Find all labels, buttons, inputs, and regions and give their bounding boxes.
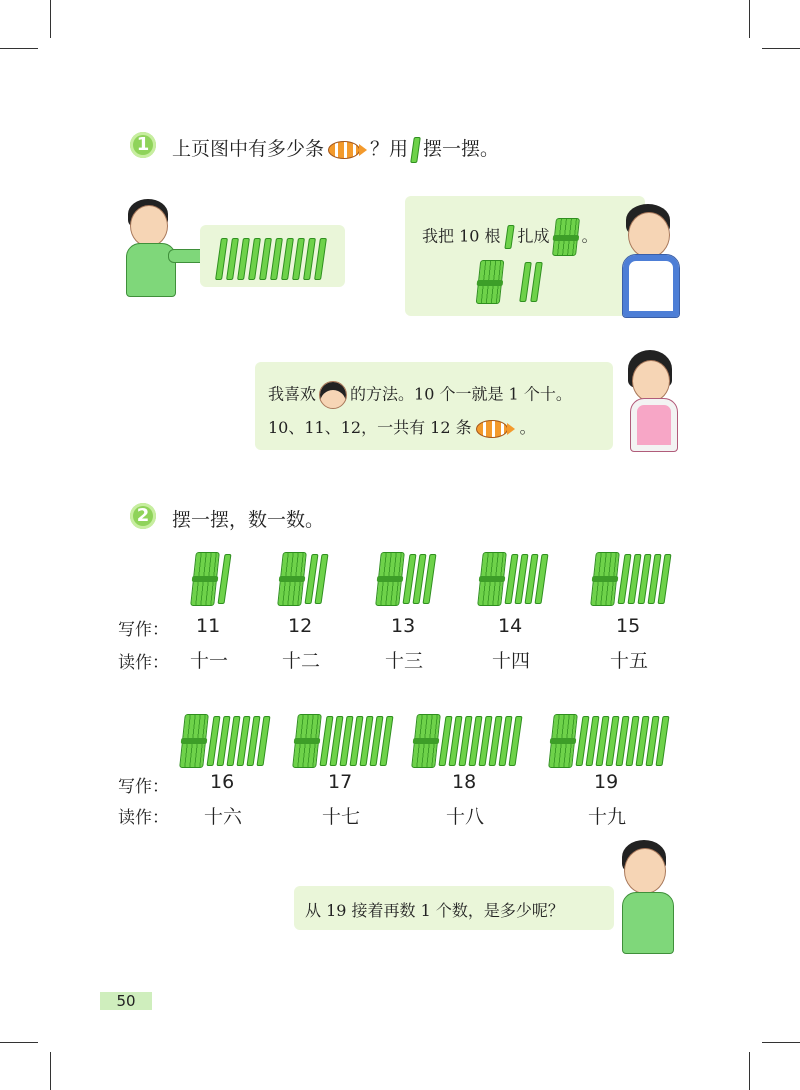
row1-read-label: 读作： [118, 653, 169, 673]
write-number: 19 [594, 771, 619, 793]
stick-icon [410, 137, 421, 163]
crop-mark [749, 0, 750, 38]
stick-bundle [190, 552, 220, 606]
write-number: 15 [616, 615, 641, 637]
read-number: 十八 [446, 806, 485, 828]
row2-write-label: 写作： [118, 777, 169, 797]
bottom-question: 从 19 接着再数 1 个数，是多少呢？ [305, 901, 564, 920]
ten-sticks-group [218, 236, 338, 280]
stick-bundle [548, 714, 578, 768]
stick-bundle [411, 714, 441, 768]
crop-mark [0, 48, 38, 49]
stick-bundle [590, 552, 620, 606]
girl-illustration [622, 350, 682, 450]
crop-mark [0, 1042, 38, 1043]
stick-bundle [292, 714, 322, 768]
row2-read-label: 读作： [118, 808, 169, 828]
boy-illustration [120, 195, 210, 305]
crop-mark [762, 48, 800, 49]
bundle-text-1: 我把 10 根 [422, 226, 501, 246]
bundle-text-2: 扎成 [517, 226, 550, 246]
question-text-1: 上页图中有多少条 [172, 138, 325, 160]
stick-bundle [277, 552, 307, 606]
crop-mark [50, 1052, 51, 1090]
section-1-badge: 1 [130, 132, 156, 158]
read-number: 十四 [492, 650, 531, 672]
bundle-statement [422, 218, 598, 256]
bundle-icon [552, 218, 580, 256]
section-2-badge: 2 [130, 503, 156, 529]
read-number: 十七 [322, 806, 361, 828]
fish-icon [476, 420, 508, 438]
write-number: 17 [328, 771, 353, 793]
single-stick [314, 238, 327, 280]
stick-bundle [476, 260, 505, 304]
girl-text-3: 10、11、12，一共有 12 条 [268, 418, 472, 437]
stick-icon [504, 225, 514, 249]
page-number: 50 [100, 992, 152, 1010]
stick-bundle [375, 552, 405, 606]
girl-line-2 [268, 415, 536, 438]
read-number: 十一 [190, 650, 229, 672]
stick-bundle [179, 714, 209, 768]
row1-write-label: 写作： [118, 620, 169, 640]
section-1-question [172, 134, 499, 163]
write-number: 13 [391, 615, 416, 637]
row2-sticks [0, 710, 800, 770]
bundle-text-3: 。 [581, 226, 598, 246]
stick-bundle [477, 552, 507, 606]
boy-illustration-2 [612, 202, 687, 322]
girl-text-2: 的方法。10 个一就是 1 个十。 [350, 384, 572, 404]
row1-sticks [0, 548, 800, 608]
read-number: 十六 [204, 806, 243, 828]
read-number: 十三 [385, 650, 424, 672]
crop-mark [50, 0, 51, 38]
fish-icon [328, 141, 360, 159]
single-stick [217, 554, 231, 604]
girl-text-1: 我喜欢 [268, 384, 317, 404]
read-number: 十二 [282, 650, 321, 672]
write-number: 12 [288, 615, 313, 637]
read-number: 十五 [610, 650, 649, 672]
girl-text-4: 。 [519, 418, 536, 437]
thinking-boy-illustration [610, 838, 685, 958]
boy-face-icon [319, 381, 347, 409]
write-number: 16 [210, 771, 235, 793]
question-text-2: ？用 [370, 138, 409, 160]
question-text-3: 摆一摆。 [423, 138, 500, 160]
write-number: 11 [196, 615, 221, 637]
write-number: 18 [452, 771, 477, 793]
section-2-title: 摆一摆，数一数。 [172, 509, 325, 531]
write-number: 14 [498, 615, 523, 637]
crop-mark [749, 1052, 750, 1090]
read-number: 十九 [588, 806, 627, 828]
girl-line-1 [268, 381, 572, 409]
crop-mark [762, 1042, 800, 1043]
